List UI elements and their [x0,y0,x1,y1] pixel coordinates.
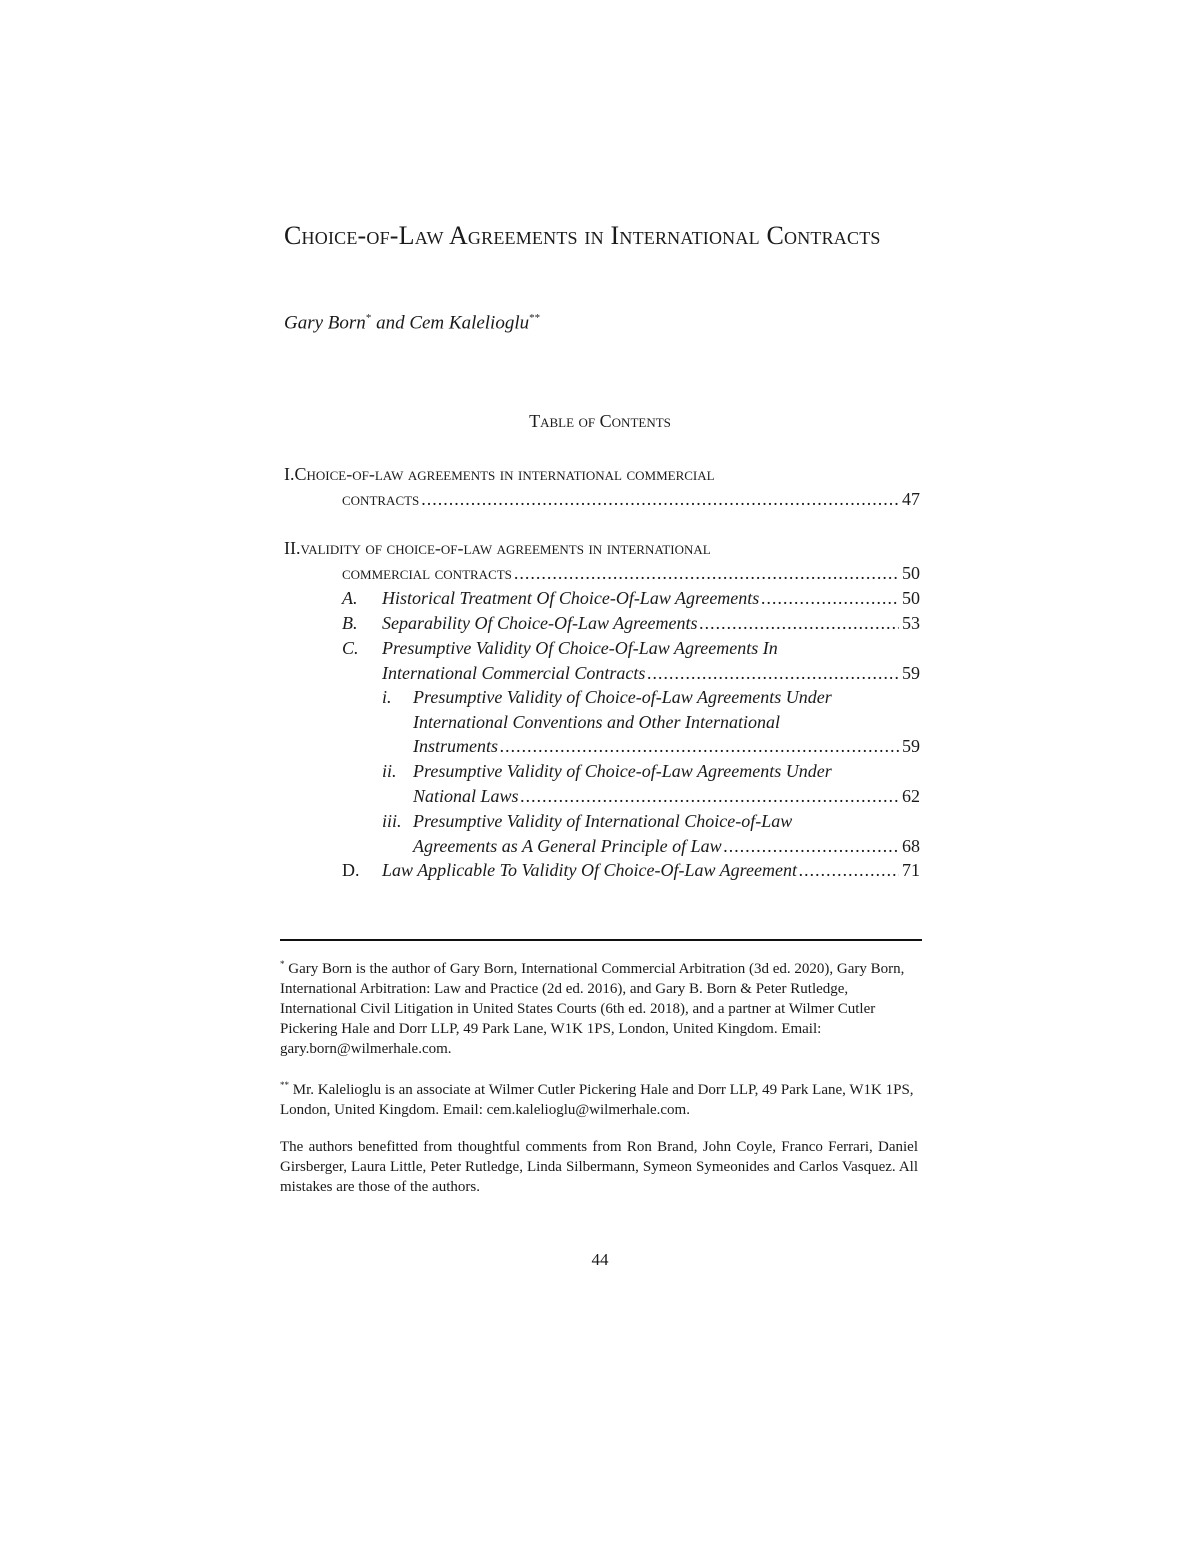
dot-leader [421,487,899,512]
author-name: Cem Kalelioglu [409,312,530,334]
toc-entry[interactable] [382,858,920,883]
toc-entry-number: i. [382,687,392,707]
dot-leader [724,834,899,859]
toc-entry-page: 59 [902,736,920,756]
toc-entry[interactable] [413,809,920,858]
toc-entry-page: 47 [902,488,920,509]
toc-entry-leader-line [284,561,920,586]
author-name: Gary Born [284,312,366,334]
toc-entry-page: 50 [902,588,920,608]
toc-entry-text: Presumptive Validity of Choice-of-Law Agreements Under [413,687,832,707]
footnote-marker[interactable]: * [365,312,372,324]
footnote-separator [280,939,922,941]
toc-entry-text: contracts [342,488,420,509]
dot-leader [500,734,899,759]
toc-entry-leader-line [382,661,920,686]
toc-entry-text: Law Applicable To Validity Of Choice-Of-Law Agreement [382,860,797,880]
toc-entry[interactable] [284,536,920,585]
toc-entry-page: 50 [902,562,920,583]
author-line [284,312,540,334]
toc-entry-leader-line [382,611,920,636]
footnote-marker: * [280,959,285,969]
footnote [280,1075,918,1120]
toc-entry-page: 62 [902,785,920,806]
toc-entry-number: I. [284,464,295,484]
toc-entry-text: Presumptive Validity of Choice-of-Law Agreements Under [413,761,832,781]
toc-entry[interactable] [382,636,920,685]
toc-entry-text: National Laws [413,785,519,806]
toc-entry-leader-line [382,586,920,611]
toc-entry-leader-line [413,834,920,859]
dot-leader [514,561,899,586]
toc-entry-text: Separability Of Choice-Of-Law Agreements [382,613,698,633]
toc-entry[interactable] [413,759,920,808]
toc-entry-page: 53 [902,613,920,633]
toc-entry-text: Agreements as A General Principle of Law [413,835,722,856]
author-connector: and [371,312,410,334]
page-number: 44 [591,1250,609,1269]
toc-entry-number: D. [342,860,360,880]
toc-entry-number: A. [342,588,358,608]
footnote-marker: ** [280,1080,289,1090]
toc-entry-leader-line [413,734,920,759]
toc-entry-title-line [284,462,920,487]
footnote-text: Mr. Kalelioglu is an associate at Wilmer Cutler Pickering Hale and Dorr LLP, 49 Park Lane, W1K 1PS, London, United Kingdom. Email: cem.kalelioglu@wilmerhale.com. [280,1082,914,1118]
toc-entry-text: Choice-of-law agreements in international commercial [294,464,715,484]
article-title: Choice-of-Law Agreements in International Contracts [284,221,881,250]
toc-entry-text: Instruments [413,736,498,756]
dot-leader [647,661,899,686]
dot-leader [761,586,899,611]
toc-entry-text: commercial contracts [342,562,512,583]
toc-entry-text: Presumptive Validity of International Choice-of-Law [413,811,793,831]
toc-entry-text: Historical Treatment Of Choice-Of-Law Agreements [382,588,760,608]
toc-entry-number: ii. [382,761,397,781]
toc-entry[interactable] [413,685,920,759]
toc-entry-text: International Conventions and Other International [413,711,780,732]
toc-entry-title-line [284,536,920,561]
toc-entry-page: 59 [902,662,920,683]
toc-entry-text: Presumptive Validity Of Choice-Of-Law Agreements In [382,638,778,658]
toc-entry-text: validity of choice-of-law agreements in international [300,538,711,558]
footnote-marker[interactable]: ** [529,312,541,324]
toc-entry-page: 68 [902,835,920,856]
dot-leader [699,611,899,636]
toc-entry-number: B. [342,613,358,633]
toc-entry[interactable] [382,586,920,611]
toc-entry[interactable] [382,611,920,636]
toc-entry-number: iii. [382,811,402,831]
acknowledgement-note: The authors benefitted from thoughtful comments from Ron Brand, John Coyle, Franco Ferrari, Daniel Girsberger, Laura Little, Peter Rutledge, Linda Silbermann, Symeon Symeonides and Carlos Vasquez. All mistakes are those of the authors. [280,1139,918,1195]
dot-leader [799,858,899,883]
footnote-text: Gary Born is the author of Gary Born, International Commercial Arbitration (3d ed. 2020), Gary Born, International Arbitration: Law and Practice (2d ed. 2016), and Gary B. Born & Peter Rutledge, International Civil Litigation in United States Courts (6th ed. 2018), and a partner at Wilmer Cutler Pickering Hale and Dorr LLP, 49 Park Lane, W1K 1PS, London, United Kingdom. Email: gary.born@wilmerhale.com. [280,961,905,1057]
toc-entry-number: II. [284,538,301,558]
toc-entry-leader-line [413,784,920,809]
footnote [280,954,918,1059]
toc-entry-text: International Commercial Contracts [382,662,646,683]
toc-entry-page: 71 [902,860,920,880]
toc-entry[interactable] [284,462,920,511]
toc-entry-number: C. [342,638,359,658]
toc-heading: Table of Contents [529,411,671,431]
toc-entry-leader-line [284,487,920,512]
toc-entry-leader-line [382,858,920,883]
dot-leader [521,784,899,809]
